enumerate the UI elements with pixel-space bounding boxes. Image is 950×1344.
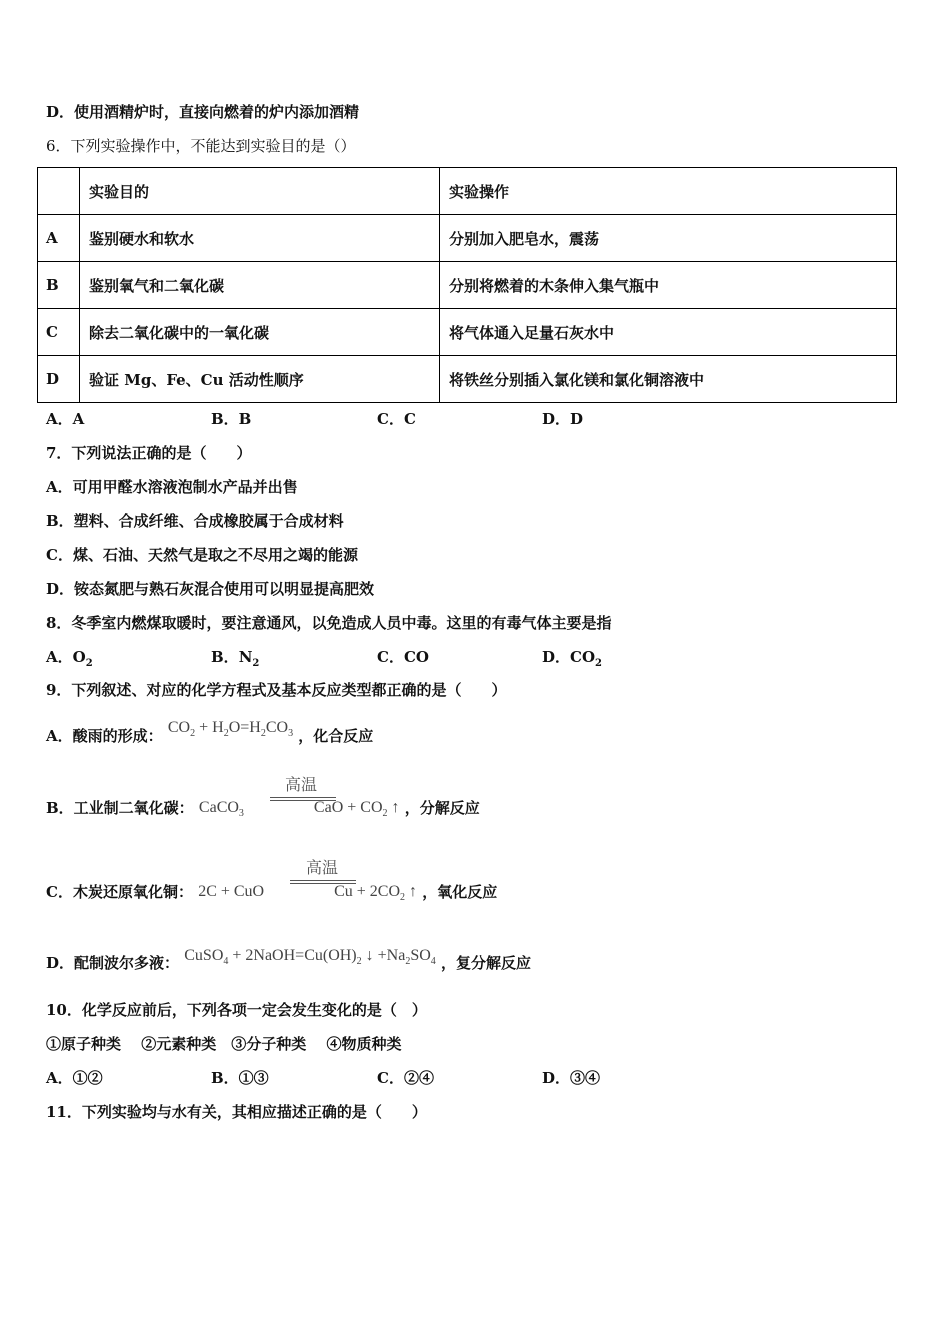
option-a[interactable] [46, 647, 93, 674]
reaction-condition: 高温 [285, 775, 318, 794]
row-purpose: 验证 Mg、Fe、Cu 活动性顺序 [80, 356, 440, 403]
formula-subscript: 2 [85, 658, 93, 669]
q6-stem: 6．下列实验操作中，不能达到实验目的是（） [46, 137, 356, 155]
row-label: C [38, 309, 80, 356]
equation-a: $CO_2 + H_2O=H_2CO_3$ [167, 719, 294, 740]
equation-d: CuSO$_4$ + $2NaOH=Cu(OH)_2$ ↓ $+Na_2SO_4$ [184, 947, 436, 968]
option-d[interactable] [542, 647, 602, 674]
q10-stem: 10．化学反应前后，下列各项一定会发生变化的是（ ） [46, 1001, 427, 1019]
option-b[interactable]: B．①③ [211, 1069, 269, 1087]
q9-option-b[interactable] [46, 798, 480, 825]
reaction-type: ，氧化反应 [422, 883, 498, 901]
option-d[interactable]: D．③④ [542, 1069, 601, 1087]
option-prefix: B．工业制二氧化碳： [46, 799, 194, 817]
option-c[interactable]: C．C [377, 410, 416, 428]
option-d[interactable]: D．D [542, 410, 584, 428]
q9-option-c[interactable] [46, 882, 497, 909]
reaction-type: ，复分解反应 [441, 954, 532, 972]
q9-stem: 9．下列叙述、对应的化学方程式及基本反应类型都正确的是（ ） [46, 681, 507, 699]
table-row [38, 356, 897, 403]
option-label: D． [542, 648, 571, 666]
q7-option-c[interactable]: C．煤、石油、天然气是取之不尽用之竭的能源 [46, 546, 358, 564]
equation-b: CaCO$_3$ CaO + $CO_2$ ↑ [198, 799, 400, 820]
q9-option-a[interactable] [46, 719, 374, 753]
row-purpose: 鉴别氧气和二氧化碳 [80, 262, 440, 309]
row-operation: 分别加入肥皂水，震荡 [440, 215, 897, 262]
reaction-arrow [290, 880, 356, 884]
reaction-arrow [270, 797, 336, 801]
formula-subscript: 2 [595, 658, 602, 669]
option-label: A． [46, 648, 73, 666]
formula: CO [570, 648, 596, 666]
formula: N [238, 648, 253, 666]
row-operation: 将铁丝分别插入氯化镁和氯化铜溶液中 [440, 356, 897, 403]
formula: CO [403, 648, 429, 666]
row-label: B [38, 262, 80, 309]
formula: O [72, 648, 86, 666]
option-prefix: A．酸雨的形成： [46, 727, 163, 745]
q7-option-a[interactable]: A．可用甲醛水溶液泡制水产品并出售 [46, 478, 298, 496]
reaction-condition: 高温 [306, 858, 339, 877]
formula-subscript: 2 [252, 658, 260, 669]
reaction-type: ，化合反应 [298, 727, 374, 745]
table-header-purpose: 实验目的 [80, 168, 440, 215]
option-b[interactable]: B．B [211, 410, 252, 428]
row-label: A [38, 215, 80, 262]
option-prefix: C．木炭还原氧化铜： [46, 883, 193, 901]
row-purpose: 除去二氧化碳中的一氧化碳 [80, 309, 440, 356]
q5-option-d: D．使用酒精炉时，直接向燃着的炉内添加酒精 [46, 103, 360, 121]
table-row [38, 215, 897, 262]
option-c[interactable]: C．②④ [377, 1069, 434, 1087]
row-operation: 分别将燃着的木条伸入集气瓶中 [440, 262, 897, 309]
table-cell [38, 168, 80, 215]
table-header-operation: 实验操作 [440, 168, 897, 215]
option-a[interactable]: A．A [46, 410, 85, 428]
q9-option-d[interactable] [46, 947, 532, 980]
table-row [38, 262, 897, 309]
row-purpose: 鉴别硬水和软水 [80, 215, 440, 262]
q10-items: ①原子种类 ②元素种类 ③分子种类 ④物质种类 [46, 1035, 402, 1053]
table-header-row [38, 168, 897, 215]
row-operation: 将气体通入足量石灰水中 [440, 309, 897, 356]
option-c[interactable] [377, 647, 429, 667]
equation-c: 2C + CuO $Cu + 2CO_2$ ↑ [198, 883, 418, 904]
q7-option-b[interactable]: B．塑料、合成纤维、合成橡胶属于合成材料 [46, 512, 344, 530]
option-label: C． [377, 648, 404, 666]
table-row [38, 309, 897, 356]
option-a[interactable]: A．①② [46, 1069, 103, 1087]
q8-stem: 8．冬季室内燃煤取暖时，要注意通风，以免造成人员中毒。这里的有毒气体主要是指 [46, 614, 612, 632]
q11-stem: 11．下列实验均与水有关，其相应描述正确的是（ ） [46, 1103, 427, 1121]
reaction-type: ，分解反应 [404, 799, 480, 817]
option-prefix: D．配制波尔多液： [46, 954, 180, 972]
q6-table [37, 167, 897, 403]
q7-stem: 7．下列说法正确的是（ ） [46, 444, 252, 462]
q7-option-d[interactable]: D．铵态氮肥与熟石灰混合使用可以明显提高肥效 [46, 580, 375, 598]
row-label: D [38, 356, 80, 403]
option-label: B． [211, 648, 239, 666]
option-b[interactable] [211, 647, 259, 674]
